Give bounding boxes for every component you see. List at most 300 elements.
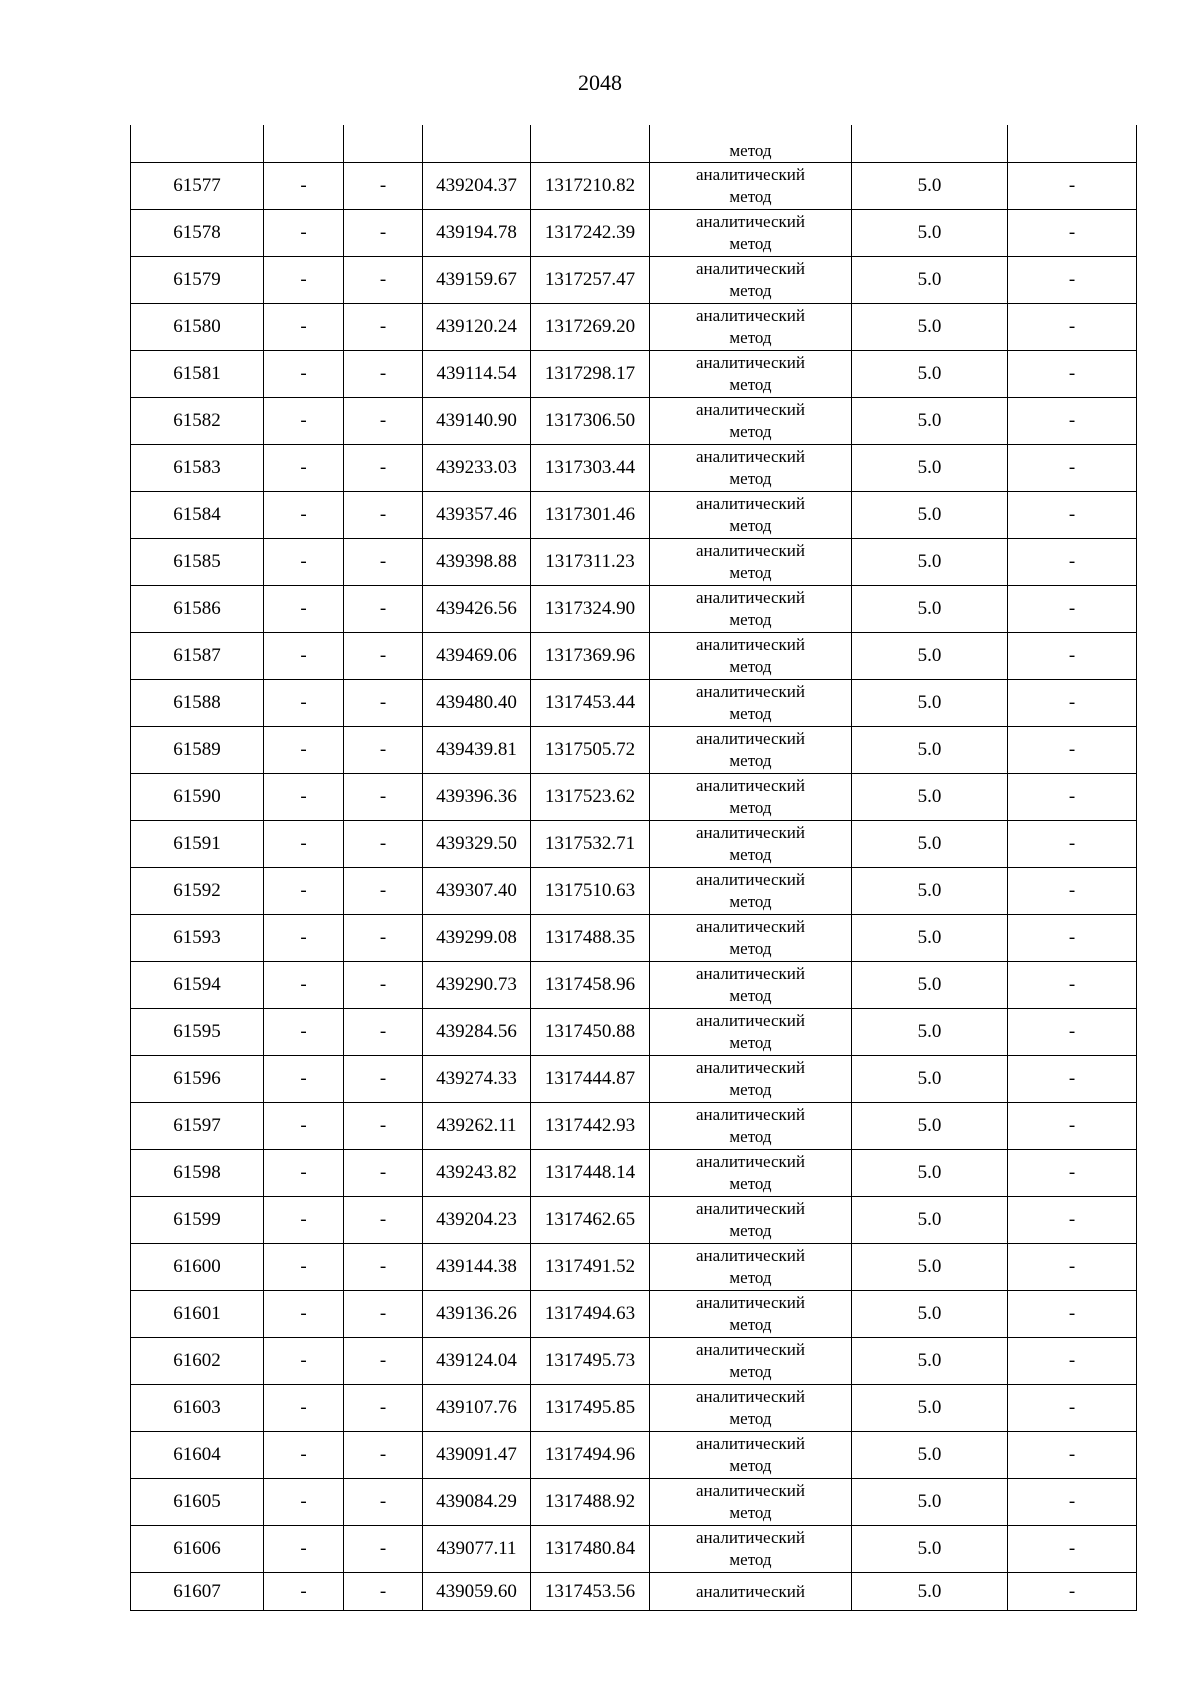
x-coordinate-cell: 439144.38 (423, 1244, 531, 1291)
table-row (131, 1244, 1137, 1291)
y-coordinate-cell: 1317301.46 (531, 492, 650, 539)
method-cell (650, 774, 852, 821)
dash-cell: - (1008, 492, 1137, 539)
x-coordinate-cell: 439439.81 (423, 727, 531, 774)
dash-cell: - (264, 163, 344, 210)
method-line-2: метод (729, 234, 772, 253)
accuracy-cell: 5.0 (852, 1244, 1008, 1291)
table-row (131, 445, 1137, 492)
method-line-2: метод (729, 1033, 772, 1052)
method-cell (650, 398, 852, 445)
x-coordinate-cell: 439159.67 (423, 257, 531, 304)
accuracy-cell: 5.0 (852, 1526, 1008, 1573)
dash-cell: - (1008, 398, 1137, 445)
method-line-1: аналитический (696, 353, 805, 372)
accuracy-cell: 5.0 (852, 1479, 1008, 1526)
accuracy-cell: 5.0 (852, 868, 1008, 915)
y-coordinate-cell: 1317523.62 (531, 774, 650, 821)
dash-cell: - (344, 1009, 423, 1056)
dash-cell: - (344, 1526, 423, 1573)
y-coordinate-cell: 1317480.84 (531, 1526, 650, 1573)
method-cell (650, 492, 852, 539)
dash-cell: - (1008, 539, 1137, 586)
table-row (131, 1479, 1137, 1526)
method-line-1: аналитический (696, 1528, 805, 1547)
accuracy-cell: 5.0 (852, 210, 1008, 257)
dash-cell: - (344, 1573, 423, 1611)
y-coordinate-cell: 1317442.93 (531, 1103, 650, 1150)
method-cell (650, 1056, 852, 1103)
method-line-2: метод (729, 986, 772, 1005)
y-coordinate-cell: 1317448.14 (531, 1150, 650, 1197)
method-line-2: метод (729, 187, 772, 206)
dash-cell: - (344, 586, 423, 633)
x-coordinate-cell: 439124.04 (423, 1338, 531, 1385)
page-number: 2048 (578, 70, 622, 95)
method-cell (650, 633, 852, 680)
method-line-1: аналитический (696, 1481, 805, 1500)
dash-cell: - (264, 774, 344, 821)
accuracy-cell: 5.0 (852, 915, 1008, 962)
point-number-cell: 61582 (131, 398, 264, 445)
method-line-2: метод (729, 1362, 772, 1381)
table-row (131, 1385, 1137, 1432)
x-coordinate-cell: 439059.60 (423, 1573, 531, 1611)
table-row (131, 915, 1137, 962)
point-number-cell: 61607 (131, 1573, 264, 1611)
dash-cell: - (1008, 163, 1137, 210)
dash-cell: - (1008, 727, 1137, 774)
table-row (131, 774, 1137, 821)
method-cell (650, 1103, 852, 1150)
y-coordinate-cell: 1317532.71 (531, 821, 650, 868)
table-row (131, 1009, 1137, 1056)
table-row (131, 1150, 1137, 1197)
dash-cell: - (1008, 1573, 1137, 1611)
method-line-2: метод (729, 1456, 772, 1475)
accuracy-cell: 5.0 (852, 586, 1008, 633)
method-line-2: метод (729, 1174, 772, 1193)
dash-cell: - (1008, 210, 1137, 257)
dash-cell: - (344, 304, 423, 351)
dash-cell: - (344, 727, 423, 774)
method-cell (650, 351, 852, 398)
dash-cell: - (264, 1056, 344, 1103)
method-line-2: метод (729, 328, 772, 347)
method-line-1: аналитический (696, 259, 805, 278)
point-number-cell: 61597 (131, 1103, 264, 1150)
method-cell (650, 1150, 852, 1197)
method-cell (650, 539, 852, 586)
dash-cell: - (1008, 633, 1137, 680)
method-line-2: метод (729, 1409, 772, 1428)
method-line-1: аналитический (696, 729, 805, 748)
table-row (131, 1197, 1137, 1244)
table-row (131, 962, 1137, 1009)
dash-cell: - (344, 633, 423, 680)
dash-cell: - (264, 445, 344, 492)
method-line-1: аналитический (696, 1058, 805, 1077)
dash-cell: - (264, 821, 344, 868)
dash-cell: - (344, 210, 423, 257)
y-coordinate-cell: 1317494.63 (531, 1291, 650, 1338)
method-line-1: аналитический (696, 494, 805, 513)
point-number-cell: 61606 (131, 1526, 264, 1573)
dash-cell: - (264, 1291, 344, 1338)
method-cell (650, 1009, 852, 1056)
point-number-cell: 61602 (131, 1338, 264, 1385)
accuracy-cell: 5.0 (852, 1291, 1008, 1338)
x-coordinate-cell: 439204.23 (423, 1197, 531, 1244)
dash-cell: - (264, 1197, 344, 1244)
dash-cell: - (264, 1150, 344, 1197)
dash-cell: - (344, 1197, 423, 1244)
table-row (131, 257, 1137, 304)
method-line-2: метод (729, 1127, 772, 1146)
dash-cell: - (264, 398, 344, 445)
dash-cell: - (344, 1150, 423, 1197)
method-cell (650, 680, 852, 727)
table-row (131, 1338, 1137, 1385)
dash-cell: - (264, 1009, 344, 1056)
method-line-2: метод (729, 610, 772, 629)
dash-cell: - (264, 492, 344, 539)
point-number-cell: 61596 (131, 1056, 264, 1103)
dash-cell: - (344, 1291, 423, 1338)
accuracy-cell: 5.0 (852, 351, 1008, 398)
point-number-cell: 61599 (131, 1197, 264, 1244)
method-cell (650, 1338, 852, 1385)
x-coordinate-cell: 439204.37 (423, 163, 531, 210)
method-line-2: метод (729, 1268, 772, 1287)
x-coordinate-cell: 439136.26 (423, 1291, 531, 1338)
accuracy-cell: 5.0 (852, 445, 1008, 492)
method-cell (650, 915, 852, 962)
point-number-cell: 61580 (131, 304, 264, 351)
accuracy-cell: 5.0 (852, 257, 1008, 304)
point-number-cell: 61585 (131, 539, 264, 586)
method-line-1: аналитический (696, 1293, 805, 1312)
accuracy-cell: 5.0 (852, 1432, 1008, 1479)
method-line-1: аналитический (696, 964, 805, 983)
table-row (131, 586, 1137, 633)
point-number-cell: 61603 (131, 1385, 264, 1432)
accuracy-cell: 5.0 (852, 1103, 1008, 1150)
method-line-1: аналитический (696, 1246, 805, 1265)
y-coordinate-cell: 1317242.39 (531, 210, 650, 257)
table-row (131, 351, 1137, 398)
accuracy-cell: 5.0 (852, 398, 1008, 445)
y-coordinate-cell: 1317324.90 (531, 586, 650, 633)
dash-cell: - (1008, 1338, 1137, 1385)
point-number-cell: 61594 (131, 962, 264, 1009)
accuracy-cell: 5.0 (852, 1009, 1008, 1056)
y-coordinate-cell: 1317306.50 (531, 398, 650, 445)
dash-cell: - (1008, 1291, 1137, 1338)
dash-cell: - (264, 680, 344, 727)
method-cell (650, 1197, 852, 1244)
point-number-cell: 61595 (131, 1009, 264, 1056)
dash-cell: - (264, 1385, 344, 1432)
method-line-2: метод (729, 516, 772, 535)
x-coordinate-cell: 439480.40 (423, 680, 531, 727)
method-line-1: аналитический (696, 682, 805, 701)
y-coordinate-cell: 1317495.85 (531, 1385, 650, 1432)
method-line-2: метод (729, 422, 772, 441)
method-line-1: аналитический (696, 1152, 805, 1171)
table-row (131, 492, 1137, 539)
accuracy-cell: 5.0 (852, 962, 1008, 1009)
dash-cell: - (264, 257, 344, 304)
accuracy-cell: 5.0 (852, 163, 1008, 210)
accuracy-cell: 5.0 (852, 1338, 1008, 1385)
method-cell (650, 1526, 852, 1573)
table-row (131, 680, 1137, 727)
method-line-2: метод (729, 751, 772, 770)
point-number-cell: 61581 (131, 351, 264, 398)
accuracy-cell: 5.0 (852, 680, 1008, 727)
dash-cell: - (1008, 351, 1137, 398)
dash-cell: - (264, 633, 344, 680)
method-line-1: аналитический (696, 870, 805, 889)
method-line-1: аналитический (696, 1011, 805, 1030)
dash-cell: - (344, 1385, 423, 1432)
point-number-cell: 61577 (131, 163, 264, 210)
method-line-1: аналитический (696, 776, 805, 795)
method-line-1: аналитический (696, 165, 805, 184)
method-line-2: метод (729, 1315, 772, 1334)
point-number-cell: 61600 (131, 1244, 264, 1291)
method-line-1: аналитический (696, 1199, 805, 1218)
coordinates-table (130, 125, 1137, 1611)
x-coordinate-cell: 439140.90 (423, 398, 531, 445)
method-line-2: метод (729, 704, 772, 723)
y-coordinate-cell: 1317458.96 (531, 962, 650, 1009)
method-line-2: метод (729, 1503, 772, 1522)
accuracy-cell: 5.0 (852, 1150, 1008, 1197)
dash-cell: - (1008, 1103, 1137, 1150)
dash-cell: - (264, 1573, 344, 1611)
method-cell (650, 1479, 852, 1526)
x-coordinate-cell: 439233.03 (423, 445, 531, 492)
dash-cell: - (1008, 962, 1137, 1009)
dash-cell: - (1008, 1244, 1137, 1291)
y-coordinate-cell: 1317491.52 (531, 1244, 650, 1291)
method-line-1: аналитический (696, 635, 805, 654)
point-number-cell: 61591 (131, 821, 264, 868)
point-number-cell: 61584 (131, 492, 264, 539)
x-coordinate-cell: 439274.33 (423, 1056, 531, 1103)
method-cell (650, 445, 852, 492)
method-line-2: метод (729, 1550, 772, 1569)
method-line-2: метод (729, 1080, 772, 1099)
dash-cell: - (344, 1338, 423, 1385)
method-line-2: метод (729, 469, 772, 488)
dash-cell: - (264, 1103, 344, 1150)
table-row (131, 398, 1137, 445)
dash-cell: - (264, 727, 344, 774)
point-number-cell: 61601 (131, 1291, 264, 1338)
dash-cell: - (264, 539, 344, 586)
method-cell (650, 304, 852, 351)
x-coordinate-cell: 439299.08 (423, 915, 531, 962)
method-cell (650, 163, 852, 210)
dash-cell: - (264, 304, 344, 351)
method-line-1: аналитический (696, 588, 805, 607)
y-coordinate-cell: 1317257.47 (531, 257, 650, 304)
point-number-cell: 61586 (131, 586, 264, 633)
accuracy-cell: 5.0 (852, 821, 1008, 868)
method-line-2: метод (729, 798, 772, 817)
x-coordinate-cell: 439107.76 (423, 1385, 531, 1432)
dash-cell: - (1008, 257, 1137, 304)
x-coordinate-cell: 439084.29 (423, 1479, 531, 1526)
x-coordinate-cell: 439091.47 (423, 1432, 531, 1479)
accuracy-cell: 5.0 (852, 492, 1008, 539)
dash-cell: - (344, 257, 423, 304)
method-cell (650, 821, 852, 868)
accuracy-cell: 5.0 (852, 1573, 1008, 1611)
table-row (131, 210, 1137, 257)
y-coordinate-cell: 1317488.92 (531, 1479, 650, 1526)
x-coordinate-cell: 439357.46 (423, 492, 531, 539)
point-number-cell: 61605 (131, 1479, 264, 1526)
table-row (131, 1291, 1137, 1338)
x-coordinate-cell: 439243.82 (423, 1150, 531, 1197)
method-cell (650, 257, 852, 304)
dash-cell: - (1008, 868, 1137, 915)
y-coordinate-cell: 1317269.20 (531, 304, 650, 351)
method-line-2: метод (729, 657, 772, 676)
method-line-1: аналитический (696, 400, 805, 419)
table-row (131, 1526, 1137, 1573)
dash-cell: - (264, 586, 344, 633)
dash-cell: - (1008, 1432, 1137, 1479)
point-number-cell: 61589 (131, 727, 264, 774)
point-number-cell: 61593 (131, 915, 264, 962)
method-cell (650, 1291, 852, 1338)
point-number-cell: 61588 (131, 680, 264, 727)
table-row (131, 727, 1137, 774)
y-coordinate-cell: 1317494.96 (531, 1432, 650, 1479)
continued-row (131, 125, 1137, 163)
x-coordinate-cell: 439077.11 (423, 1526, 531, 1573)
y-coordinate-cell: 1317298.17 (531, 351, 650, 398)
dash-cell: - (344, 915, 423, 962)
table-row (131, 1056, 1137, 1103)
point-number-cell: 61604 (131, 1432, 264, 1479)
dash-cell: - (344, 774, 423, 821)
method-line-2: метод (729, 845, 772, 864)
table-row (131, 633, 1137, 680)
x-coordinate-cell: 439262.11 (423, 1103, 531, 1150)
accuracy-cell: 5.0 (852, 1056, 1008, 1103)
method-line-1: аналитический (696, 541, 805, 560)
dash-cell: - (264, 1338, 344, 1385)
dash-cell: - (1008, 1150, 1137, 1197)
dash-cell: - (1008, 680, 1137, 727)
dash-cell: - (264, 868, 344, 915)
dash-cell: - (1008, 445, 1137, 492)
table-row (131, 539, 1137, 586)
dash-cell: - (344, 868, 423, 915)
dash-cell: - (1008, 1056, 1137, 1103)
method-line-1: аналитический (696, 1340, 805, 1359)
y-coordinate-cell: 1317462.65 (531, 1197, 650, 1244)
method-line-2: метод (729, 892, 772, 911)
y-coordinate-cell: 1317311.23 (531, 539, 650, 586)
table-row (131, 868, 1137, 915)
dash-cell: - (344, 539, 423, 586)
x-coordinate-cell: 439120.24 (423, 304, 531, 351)
method-cell (650, 727, 852, 774)
method-line-1: аналитический (696, 823, 805, 842)
accuracy-cell: 5.0 (852, 727, 1008, 774)
method-line-2: метод (729, 281, 772, 300)
method-cell: аналитический (650, 1573, 852, 1611)
method-line-1: аналитический (696, 306, 805, 325)
y-coordinate-cell: 1317369.96 (531, 633, 650, 680)
method-line-1: аналитический (696, 917, 805, 936)
method-line-2: метод (729, 563, 772, 582)
y-coordinate-cell: 1317303.44 (531, 445, 650, 492)
dash-cell: - (344, 398, 423, 445)
accuracy-cell: 5.0 (852, 1385, 1008, 1432)
dash-cell: - (264, 351, 344, 398)
table-row (131, 163, 1137, 210)
method-cell (650, 962, 852, 1009)
dash-cell: - (1008, 1197, 1137, 1244)
dash-cell: - (1008, 1009, 1137, 1056)
point-number-cell: 61579 (131, 257, 264, 304)
dash-cell: - (344, 962, 423, 1009)
x-coordinate-cell: 439396.36 (423, 774, 531, 821)
x-coordinate-cell: 439469.06 (423, 633, 531, 680)
dash-cell: - (1008, 304, 1137, 351)
y-coordinate-cell: 1317495.73 (531, 1338, 650, 1385)
dash-cell: - (1008, 915, 1137, 962)
y-coordinate-cell: 1317453.44 (531, 680, 650, 727)
method-cell (650, 1385, 852, 1432)
y-coordinate-cell: 1317510.63 (531, 868, 650, 915)
x-coordinate-cell: 439114.54 (423, 351, 531, 398)
y-coordinate-cell: 1317488.35 (531, 915, 650, 962)
point-number-cell: 61598 (131, 1150, 264, 1197)
table-row (131, 304, 1137, 351)
method-line-1: аналитический (696, 212, 805, 231)
method-line-2: метод (729, 1221, 772, 1240)
dash-cell: - (344, 163, 423, 210)
x-coordinate-cell: 439284.56 (423, 1009, 531, 1056)
accuracy-cell: 5.0 (852, 633, 1008, 680)
dash-cell: - (344, 1479, 423, 1526)
x-coordinate-cell: 439290.73 (423, 962, 531, 1009)
point-number-cell: 61583 (131, 445, 264, 492)
method-tail: метод (729, 141, 772, 160)
dash-cell: - (1008, 1479, 1137, 1526)
dash-cell: - (344, 445, 423, 492)
accuracy-cell: 5.0 (852, 539, 1008, 586)
y-coordinate-cell: 1317450.88 (531, 1009, 650, 1056)
dash-cell: - (264, 1244, 344, 1291)
table-row (131, 1573, 1137, 1611)
table-row (131, 821, 1137, 868)
point-number-cell: 61587 (131, 633, 264, 680)
dash-cell: - (264, 1526, 344, 1573)
dash-cell: - (1008, 821, 1137, 868)
point-number-cell: 61578 (131, 210, 264, 257)
dash-cell: - (264, 1432, 344, 1479)
